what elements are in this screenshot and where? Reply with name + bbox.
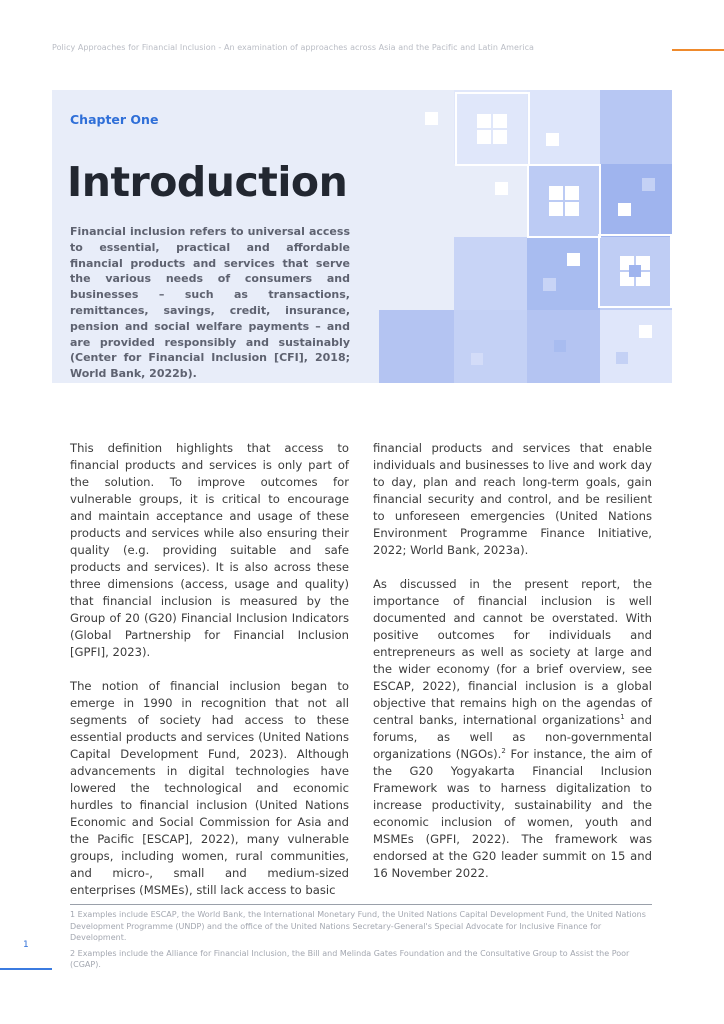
chapter-label: Chapter One [70,112,159,127]
footnote-divider [70,904,652,905]
paragraph-text: For instance, the aim of the G20 Yogyakarta Financial Inclusion Framework was to harness digitalization to increase productivity, sustainability and the economic inclusion of women, youth and MSMEs (GPFI, 2022). The framework was endorsed at the G20 leader summit on 15 and 16 November 2022. [373,747,652,880]
paragraph-text: As discussed in the present report, the importance of financial inclusion is well documented and cannot be overstated. With positive outcomes for individuals and entrepreneurs as well as society at large and the wider economy (for a brief overview, see ESCAP, 2022), financial inclusion is a global objective that remains high on the agendas of central banks, international organizations [373,577,652,727]
footnote: 2 Examples include the Alliance for Financial Inclusion, the Bill and Melinda Gates Foundation and the Consultative Group to Assist the Poor (CGAP). [70,948,630,970]
body-paragraph: The notion of financial inclusion began to emerge in 1990 in recognition that not all segments of society had access to these essential products and services (United Nations Capital Development Fund, 2023). Although advancements in digital technologies have lowered the technological and economic hurdles to financial inclusion (United Nations Economic and Social Commission for Asia and the Pacific [ESCAP], 2022), many vulnerable groups, including women, rural communities, and micro-, small and medium-sized enterprises (MSMEs), still lack access to basic [70,679,349,897]
chapter-hero-banner [52,90,672,383]
chapter-title: Introduction [67,158,348,206]
paragraph-text: and forums, as well as non-governmental organizations (NGOs). [373,713,652,761]
body-paragraph [373,576,652,882]
chapter-lede: Financial inclusion refers to universal access to essential, practical and affordable financial products and services that serve the various needs of consumers and businesses – such as transactions, remittances, savings, credit, insurance, pension and social welfare payments – and are provided responsibly and sustainably (Center for Financial Inclusion [CFI], 2018; World Bank, 2022b). [70,225,350,381]
footnote-marker[interactable]: 2 [501,747,506,756]
body-column-left [70,440,349,916]
page-number: 1 [23,940,29,950]
footnote-marker[interactable]: 1 [620,713,625,722]
footnotes [70,909,652,975]
page-accent-rule [0,968,52,970]
body-column-right [373,440,652,899]
header-accent-rule [672,49,724,51]
running-header: Policy Approaches for Financial Inclusion - An examination of approaches across Asia and the Pacific and Latin America [52,43,535,52]
footnote: 1 Examples include ESCAP, the World Bank, the International Monetary Fund, the United Nations Capital Development Fund, the United Nations Development Programme (UNDP) and the office of the United Nations Secretary-General's Special Advocate for Inclusive Finance for Development. [70,910,646,943]
body-paragraph: financial products and services that enable individuals and businesses to live and work day to day, plan and reach long-term goals, gain financial security and control, and be resilient to unforeseen emergencies (United Nations Environment Programme Finance Initiative, 2022; World Bank, 2023a). [373,441,652,557]
body-paragraph: This definition highlights that access to financial products and services is only part of the solution. To improve outcomes for vulnerable groups, it is critical to encourage and maintain acceptance and usage of these products and services while also ensuring their quality (e.g. providing suitable and safe products and services). It is also across these three dimensions (access, usage and quality) that financial inclusion is measured by the Group of 20 (G20) Financial Inclusion Indicators (Global Partnership for Financial Inclusion [GPFI], 2023). [70,441,349,659]
